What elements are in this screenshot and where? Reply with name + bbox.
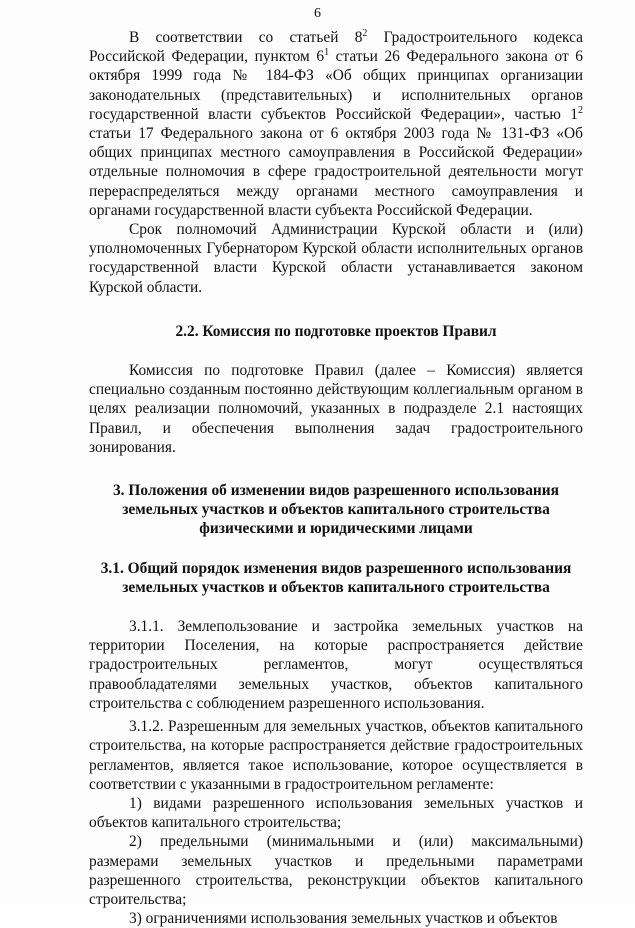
superscript: 2: [578, 104, 583, 116]
heading-3-line: 3. Положения об изменении видов разрешенного использования: [112, 482, 559, 500]
paragraph-3-1-1: 3.1.1. Землепользование и застройка земельных участков на территории Поселения, на которые распространяется действие градостроительных регламентов, могут осуществляться правообладателями земельных участков, объектов капитального строительства с соблюдением разрешенного использования.: [89, 618, 583, 712]
superscript: 1: [324, 47, 330, 59]
intro-text-c: статьи 26 Федерального закона от 6 октября 1999 года № 184-ФЗ «Об общих принципах организации законодательных (представительных) и исполнительных органов государственной власти субъектов Российской Федерации», частью 1: [89, 48, 583, 123]
heading-3-line: земельных участков и объектов капитального строительства: [122, 501, 550, 519]
intro-paragraph-1: [89, 28, 583, 220]
paragraph-2-2: Комиссия по подготовке Правил (далее – Комиссия) является специально созданным постоянно действующим коллегиальным органом в целях реализации полномочий, указанных в подразделе 2.1 настоящих Правил, и обеспечения выполнения задач градостроительного зонирования.: [89, 362, 583, 456]
page-body: [89, 28, 583, 928]
page-number: 6: [314, 6, 321, 21]
intro-text-a: В соответствии со статьей 8: [129, 29, 363, 46]
heading-3: [89, 481, 583, 539]
list-item-2: 2) предельными (минимальными и (или) максимальными) размерами земельных участков и предельными параметрами разрешенного строительства, реконструкции объектов капитального строительства;: [89, 833, 583, 908]
intro-text-b: Градостроительного кодекса Российской Федерации, пунктом 6: [89, 29, 583, 66]
heading-2-2: 2.2. Комиссия по подготовке проектов Правил: [175, 322, 497, 340]
paragraph-3-1-2: 3.1.2. Разрешенным для земельных участков, объектов капитального строительства, на которые распространяется действие градостроительных регламентов, является такое использование, которое осуществляется в соответствии с указанными в градостроительном регламенте:: [89, 718, 583, 793]
list-item-1: 1) видами разрешенного использования земельных участков и объектов капитального строительства;: [89, 794, 583, 832]
heading-3-1-line: 3.1. Общий порядок изменения видов разрешенного использования: [100, 559, 572, 577]
intro-text-d: статьи 17 Федерального закона от 6 октября 2003 года № 131-ФЗ «Об общих принципах местного самоуправления в Российской Федерации» отдельные полномочия в сфере градостроительной деятельности могут перераспределяться между органами местного самоуправления и органами государственной власти субъекта Российской Федерации.: [89, 125, 583, 219]
heading-3-1-line: земельных участков и объектов капитального строительства: [122, 578, 550, 596]
list-item-3: 3) ограничениями использования земельных участков и объектов: [129, 910, 558, 928]
heading-3-1: [89, 559, 583, 597]
superscript: 2: [362, 27, 368, 39]
intro-paragraph-2: Срок полномочий Администрации Курской области и (или) уполномоченных Губернатором Курской области исполнительных органов государственной власти Курской области устанавливается законом Курской области.: [89, 221, 583, 296]
heading-3-line: физическими и юридическими лицами: [199, 520, 473, 538]
